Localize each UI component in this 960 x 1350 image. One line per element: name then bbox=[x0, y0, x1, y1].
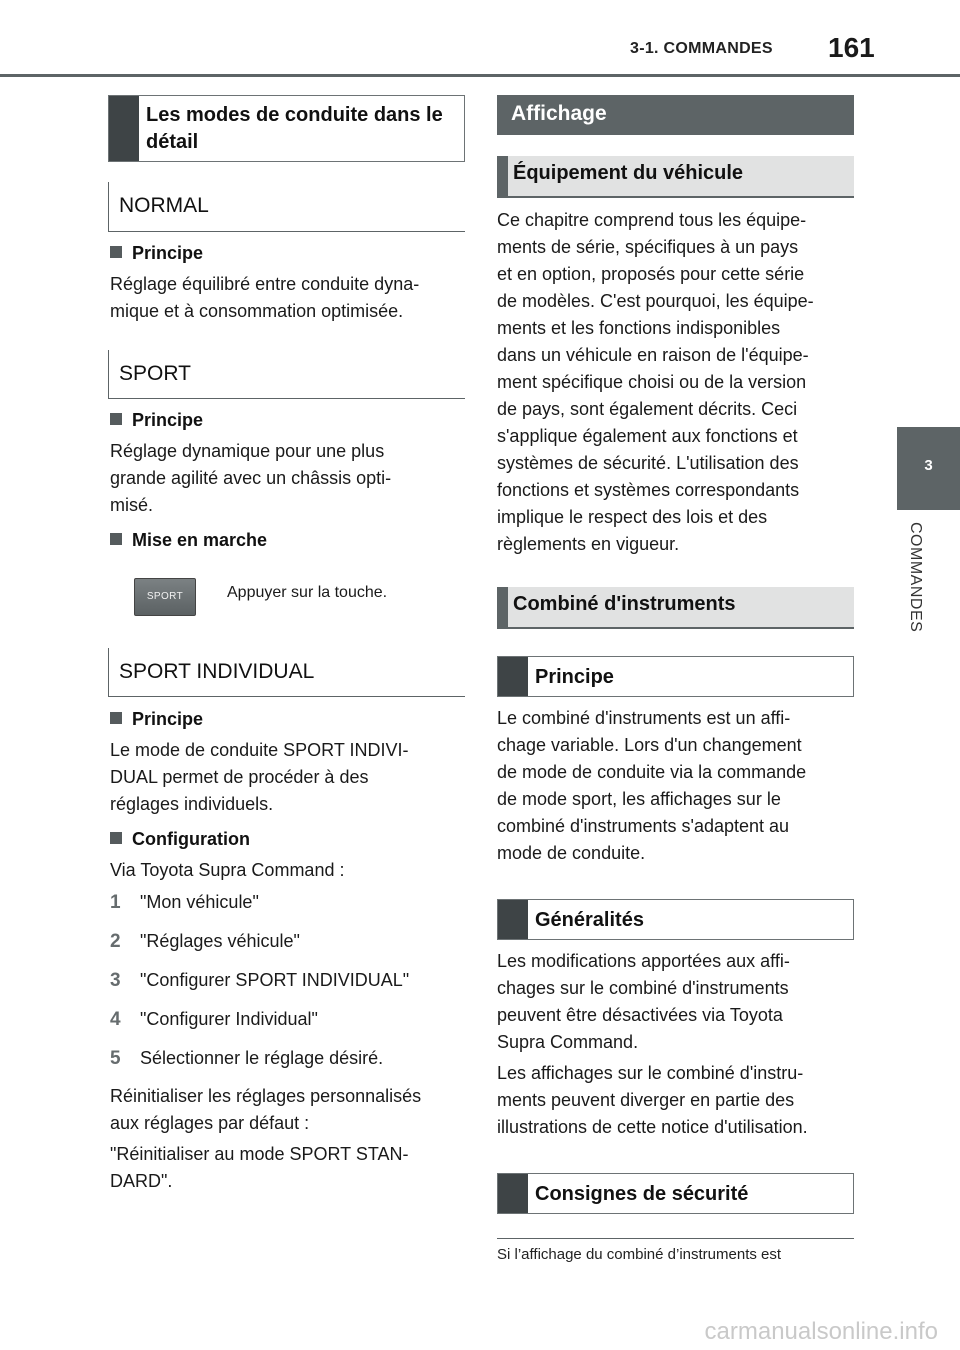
square-bullet-icon bbox=[110, 832, 122, 844]
principe-text: Le combiné d'instruments est un affi- chage variable. Lors d'un changement de mode de conduite via la commande de mode sport, les affichages sur le combiné d'instruments s'adaptent au mode de conduite. bbox=[497, 708, 807, 863]
normal-description: Réglage équilibré entre conduite dyna- mique et à consommation optimisée. bbox=[110, 274, 420, 321]
step-3: 3 "Configurer SPORT INDIVIDUAL" bbox=[110, 970, 410, 991]
generalites-heading-box bbox=[497, 899, 854, 940]
watermark: carmanualsonline.info bbox=[704, 1318, 938, 1345]
combine-title: Combiné d'instruments bbox=[513, 593, 736, 615]
equipement-title: Équipement du véhicule bbox=[513, 162, 744, 184]
chapter-label: COMMANDES bbox=[907, 522, 924, 633]
heading-bar bbox=[109, 96, 139, 161]
step-5: 5 Sélectionner le réglage désiré. bbox=[110, 1048, 384, 1069]
square-bullet-icon bbox=[110, 712, 122, 724]
step-4: 4 "Configurer Individual" bbox=[110, 1009, 318, 1030]
main-heading-box bbox=[108, 95, 465, 162]
affichage-banner bbox=[497, 95, 854, 135]
section-normal bbox=[108, 182, 465, 232]
section-individual-title: SPORT INDIVIDUAL bbox=[119, 660, 315, 683]
subheading-principe-normal: Principe bbox=[110, 243, 203, 264]
subheading-principe-individual: Principe bbox=[110, 709, 203, 730]
step-1: 1 "Mon véhicule" bbox=[110, 892, 259, 913]
section-title: 3-1. COMMANDES bbox=[630, 40, 773, 57]
principe-title: Principe bbox=[535, 666, 614, 688]
sport-description: Réglage dynamique pour une plus grande agilité avec un châssis opti- misé. bbox=[110, 441, 392, 515]
generalites-title: Généralités bbox=[535, 909, 644, 931]
heading-bar bbox=[498, 657, 528, 696]
heading-bar bbox=[497, 587, 508, 627]
equipement-text: Ce chapitre comprend tous les équipe- ments de série, spécifiques à un pays et en option, proposés pour cette série de modèles. C'est pourquoi, les équipe- ments et les fonctions indisponibles dans un véhicule en raison de l'équipe- ment spécifique choisi ou de la version de pays, sont également décrits. Ceci s'applique également aux fonctions et systèmes de sécurité. L'utilisation des fonctions et systèmes correspondants implique le respect des lois et des règlements en vigueur. bbox=[497, 210, 814, 554]
sport-button-label: SPORT bbox=[146, 591, 184, 602]
sport-button-illustration bbox=[134, 578, 196, 616]
section-sport-title: SPORT bbox=[119, 362, 191, 385]
securite-title: Consignes de sécurité bbox=[535, 1183, 749, 1205]
heading-bar bbox=[497, 156, 508, 196]
chapter-number: 3 bbox=[924, 457, 933, 474]
subheading-configuration: Configuration bbox=[110, 829, 250, 850]
page-number: 161 bbox=[828, 32, 875, 63]
section-normal-title: NORMAL bbox=[119, 194, 209, 217]
heading-bar bbox=[498, 1174, 528, 1213]
main-heading: Les modes de conduite dans le détail bbox=[146, 104, 443, 153]
square-bullet-icon bbox=[110, 533, 122, 545]
heading-bar bbox=[498, 900, 528, 939]
individual-description: Le mode de conduite SPORT INDIVI- DUAL permet de procéder à des réglages individuels. bbox=[110, 740, 409, 814]
footnote-rule bbox=[497, 1238, 854, 1239]
chapter-tab bbox=[897, 427, 960, 510]
square-bullet-icon bbox=[110, 246, 122, 258]
reset-instructions: Réinitialiser les réglages personnalisés aux réglages par défaut : bbox=[110, 1086, 422, 1133]
securite-heading-box bbox=[497, 1173, 854, 1214]
header-rule bbox=[0, 74, 960, 77]
subheading-mise-en-marche: Mise en marche bbox=[110, 530, 267, 551]
section-individual bbox=[108, 648, 465, 697]
step-2: 2 "Réglages véhicule" bbox=[110, 931, 300, 952]
affichage-title: Affichage bbox=[511, 102, 607, 125]
configuration-intro: Via Toyota Supra Command : bbox=[110, 860, 345, 880]
principe-heading-box bbox=[497, 656, 854, 697]
footnote-text: Si l’affichage du combiné d’instruments est bbox=[497, 1246, 782, 1263]
combine-heading bbox=[497, 587, 854, 629]
generalites-text-1: Les modifications apportées aux affi- chages sur le combiné d'instruments peuvent être désactivées via Toyota Supra Command. bbox=[497, 951, 790, 1052]
equipement-heading bbox=[497, 156, 854, 198]
section-sport bbox=[108, 350, 465, 399]
subheading-principe-sport: Principe bbox=[110, 410, 203, 431]
reset-command: "Réinitialiser au mode SPORT STAN- DARD". bbox=[110, 1144, 409, 1191]
sport-button-caption: Appuyer sur la touche. bbox=[227, 584, 388, 601]
generalites-text-2: Les affichages sur le combiné d'instru- ments peuvent diverger en partie des illustrations de cette notice d'utilisation. bbox=[497, 1063, 808, 1137]
square-bullet-icon bbox=[110, 413, 122, 425]
